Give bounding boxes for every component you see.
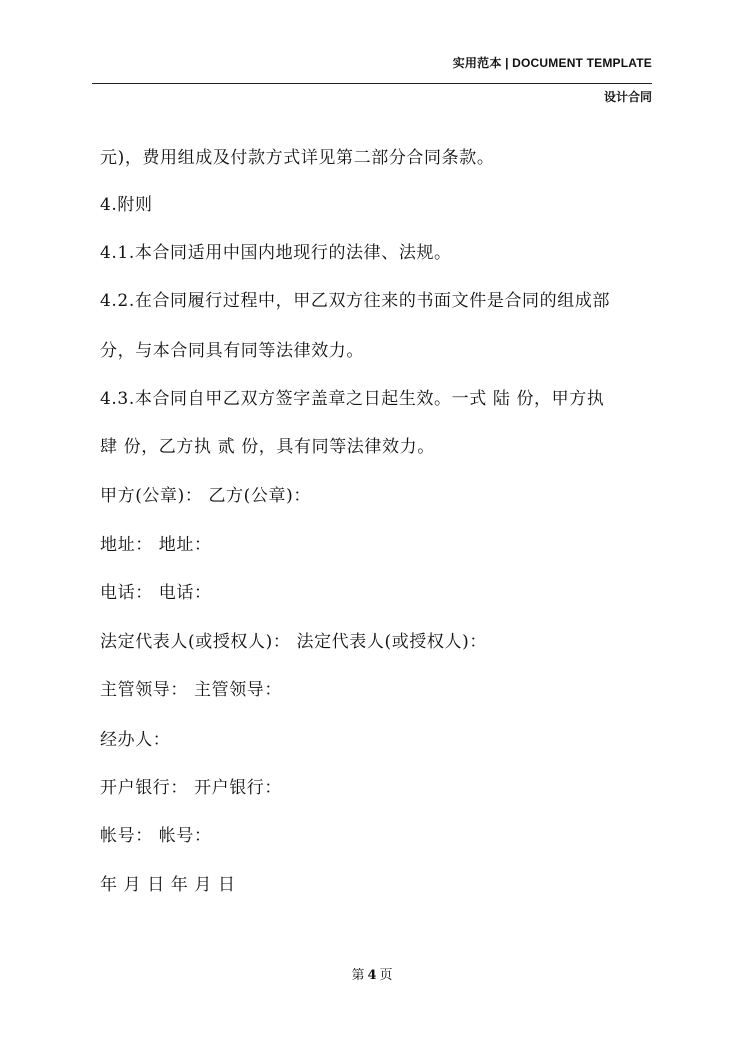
body-line-seals: 甲方(公章)： 乙方(公章)： — [100, 486, 311, 506]
body-line-clause-4-1: 4.1.本合同适用中国内地现行的法律、法规。 — [100, 243, 452, 263]
body-line-clause-4-2-cont: 分，与本合同具有同等法律效力。 — [100, 341, 364, 361]
body-line-supervisor: 主管领导： 主管领导： — [100, 680, 283, 700]
body-line-bank: 开户银行： 开户银行： — [100, 778, 283, 798]
body-line-date: 年 月 日 年 月 日 — [100, 875, 236, 895]
page-number: 4 — [367, 968, 377, 983]
header-brand: 实用范本 | DOCUMENT TEMPLATE — [452, 56, 652, 70]
body-line-phone: 电话： 电话： — [100, 583, 212, 603]
body-line-account: 帐号： 帐号： — [100, 826, 212, 846]
header-subtitle: 设计合同 — [603, 90, 652, 104]
body-line-fee-clause: 元)，费用组成及付款方式详见第二部分合同条款。 — [100, 148, 495, 168]
body-line-legal-rep: 法定代表人(或授权人)： 法定代表人(或授权人)： — [100, 632, 487, 652]
header-divider — [92, 83, 652, 84]
page-footer — [0, 964, 744, 983]
footer-prefix: 第 — [351, 968, 365, 983]
body-line-section-heading: 4.附则 — [100, 195, 153, 215]
body-line-address: 地址： 地址： — [100, 535, 212, 555]
body-line-clause-4-2: 4.2.在合同履行过程中，甲乙双方往来的书面文件是合同的组成部 — [100, 291, 611, 311]
body-line-clause-4-3: 4.3.本合同自甲乙双方签字盖章之日起生效。一式 陆 份，甲方执 — [100, 389, 605, 409]
footer-suffix: 页 — [379, 968, 393, 983]
body-line-clause-4-3-cont: 肆 份，乙方执 贰 份，具有同等法律效力。 — [100, 437, 435, 457]
body-line-handler: 经办人： — [100, 730, 171, 750]
